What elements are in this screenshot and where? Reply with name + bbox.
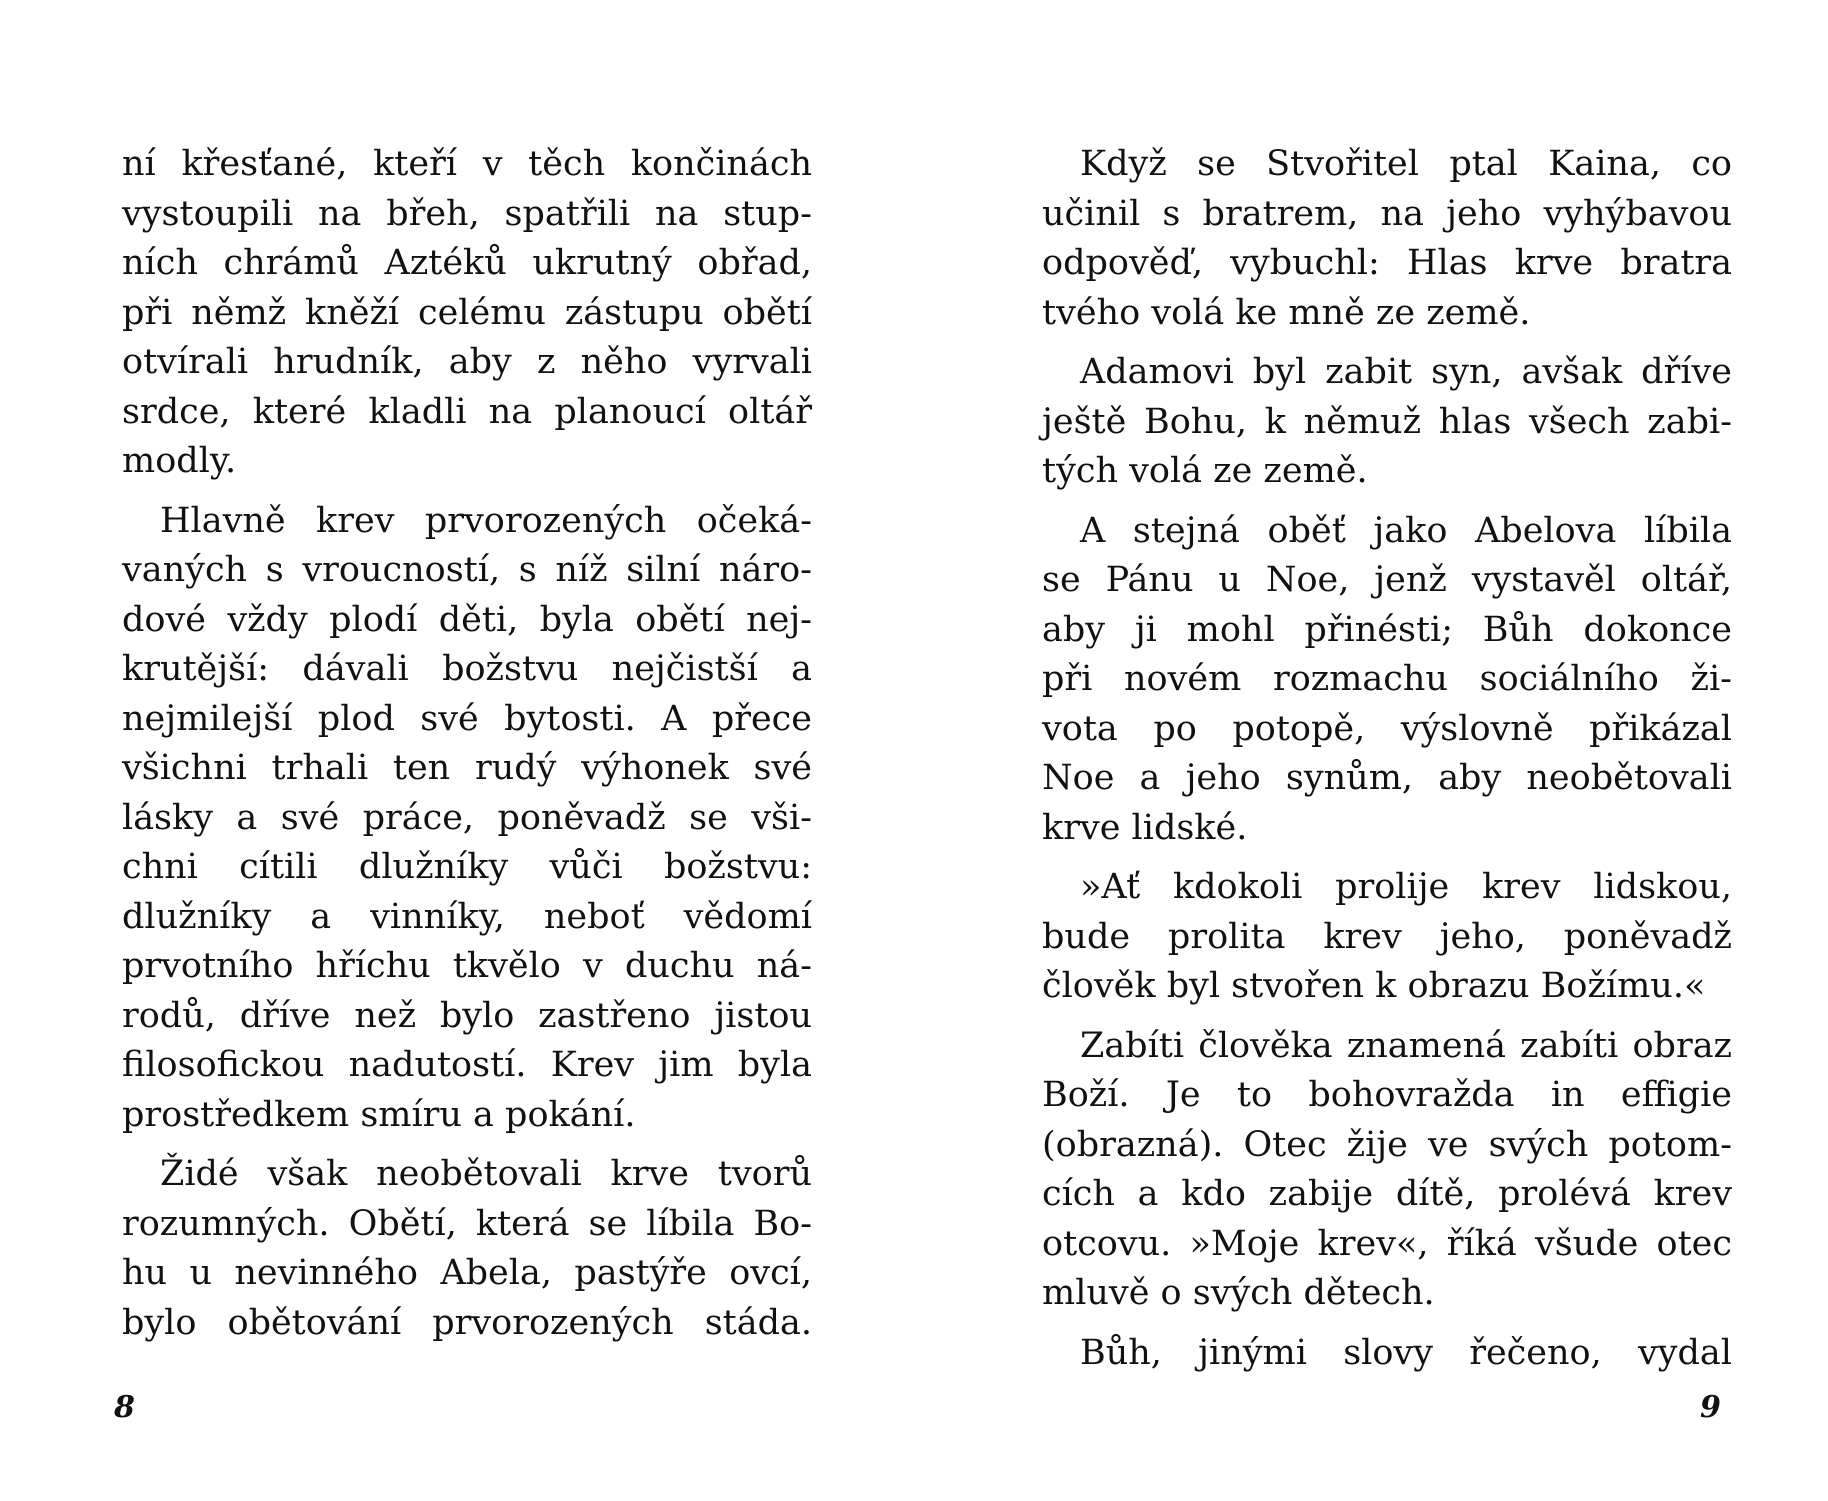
text-line: Adamovi byl zabit syn, avšak dříve: [1080, 352, 1732, 392]
text-line: nejmilejší plod své bytosti. A přece: [122, 698, 812, 739]
left-text-column: [122, 140, 812, 1354]
paragraph: [1042, 1329, 1732, 1379]
text-line: prvotního hříchu tkvělo v duchu ná-: [122, 946, 812, 986]
paragraph: [1042, 863, 1732, 1012]
text-line: vystoupili na břeh, spatřili na stup-: [122, 193, 812, 234]
text-line: ních chrámů Aztéků ukrutný obřad,: [122, 243, 812, 283]
text-line: se Pánu u Noe, jenž vystavěl oltář,: [1042, 560, 1732, 600]
text-line: Bůh, jinými slovy řečeno, vydal: [1080, 1332, 1732, 1373]
text-line: modly.: [122, 441, 237, 481]
text-line: Hlavně krev prvorozených očeká-: [160, 500, 812, 541]
paragraph: [1042, 1022, 1732, 1319]
paragraph: [122, 497, 812, 1141]
text-line: filosofickou nadutostí. Krev jim byla: [122, 1045, 812, 1085]
text-line: při němž kněží celému zástupu obětí: [122, 292, 812, 333]
paragraph: [122, 1150, 812, 1348]
text-line: vota po potopě, výslovně přikázal: [1042, 708, 1732, 749]
text-line: Když se Stvořitel ptal Kaina, co: [1080, 144, 1732, 184]
text-line: A stejná oběť jako Abelova líbila: [1080, 510, 1732, 551]
paragraph: [1042, 348, 1732, 497]
text-line: chni cítili dlužníky vůči božstvu:: [122, 847, 812, 887]
text-line: vaných s vroucností, s níž silní náro-: [122, 550, 812, 590]
text-line: otcovu. »Moje krev«, říká všude otec: [1042, 1223, 1732, 1264]
text-line: Boží. Je to bohovražda in effigie: [1042, 1075, 1732, 1115]
text-line: prostředkem smíru a pokání.: [122, 1094, 636, 1135]
text-line: ní křesťané, kteří v těch končinách: [122, 144, 812, 184]
text-line: odpověď, vybuchl: Hlas krve bratra: [1042, 243, 1732, 283]
paragraph: [1042, 140, 1732, 338]
text-line: krutější: dávali božstvu nejčistší a: [122, 649, 812, 689]
page-number: 8: [114, 1390, 135, 1425]
text-line: »Ať kdokoli prolije krev lidskou,: [1080, 867, 1732, 907]
text-line: otvírali hrudník, aby z něho vyrvali: [122, 342, 812, 382]
page-number: 9: [1700, 1390, 1721, 1425]
text-line: krve lidské.: [1042, 807, 1248, 848]
text-line: Židé však neobětovali krve tvorů: [160, 1154, 812, 1194]
text-line: rodů, dříve než bylo zastřeno jistou: [122, 995, 812, 1036]
right-page: [914, 0, 1828, 1501]
text-line: tých volá ze země.: [1042, 451, 1368, 491]
text-line: Zabíti člověka znamená zabíti obraz: [1080, 1025, 1732, 1066]
text-line: učinil s bratrem, na jeho vyhýbavou: [1042, 193, 1732, 234]
text-line: dlužníky a vinníky, neboť vědomí: [122, 896, 812, 937]
text-line: aby ji mohl přinésti; Bůh dokonce: [1042, 609, 1732, 650]
text-line: bude prolita krev jeho, poněvadž: [1042, 916, 1732, 957]
text-line: rozumných. Obětí, která se líbila Bo-: [122, 1203, 812, 1244]
text-line: člověk byl stvořen k obrazu Božímu.«: [1042, 966, 1706, 1006]
text-line: bylo obětování prvorozených stáda.: [122, 1302, 812, 1343]
text-line: srdce, které kladli na planoucí oltář: [122, 391, 812, 432]
text-line: ještě Bohu, k němuž hlas všech zabi-: [1042, 401, 1732, 442]
text-line: Noe a jeho synům, aby neobětovali: [1042, 758, 1732, 798]
text-line: dové vždy plodí děti, byla obětí nej-: [122, 599, 812, 640]
paragraph: [1042, 507, 1732, 854]
paragraph: [122, 140, 812, 487]
text-line: všichni trhali ten rudý výhonek své: [122, 748, 812, 788]
text-line: hu u nevinného Abela, pastýře ovcí,: [122, 1253, 812, 1293]
text-line: lásky a své práce, poněvadž se vši-: [122, 797, 812, 838]
text-line: mluvě o svých dětech.: [1042, 1273, 1435, 1313]
text-line: cích a kdo zabije dítě, prolévá krev: [1042, 1174, 1732, 1214]
right-text-column: [1042, 140, 1732, 1384]
text-line: (obrazná). Otec žije ve svých potom-: [1042, 1124, 1732, 1165]
text-line: tvého volá ke mně ze země.: [1042, 292, 1531, 333]
text-line: při novém rozmachu sociálního ži-: [1042, 659, 1732, 699]
